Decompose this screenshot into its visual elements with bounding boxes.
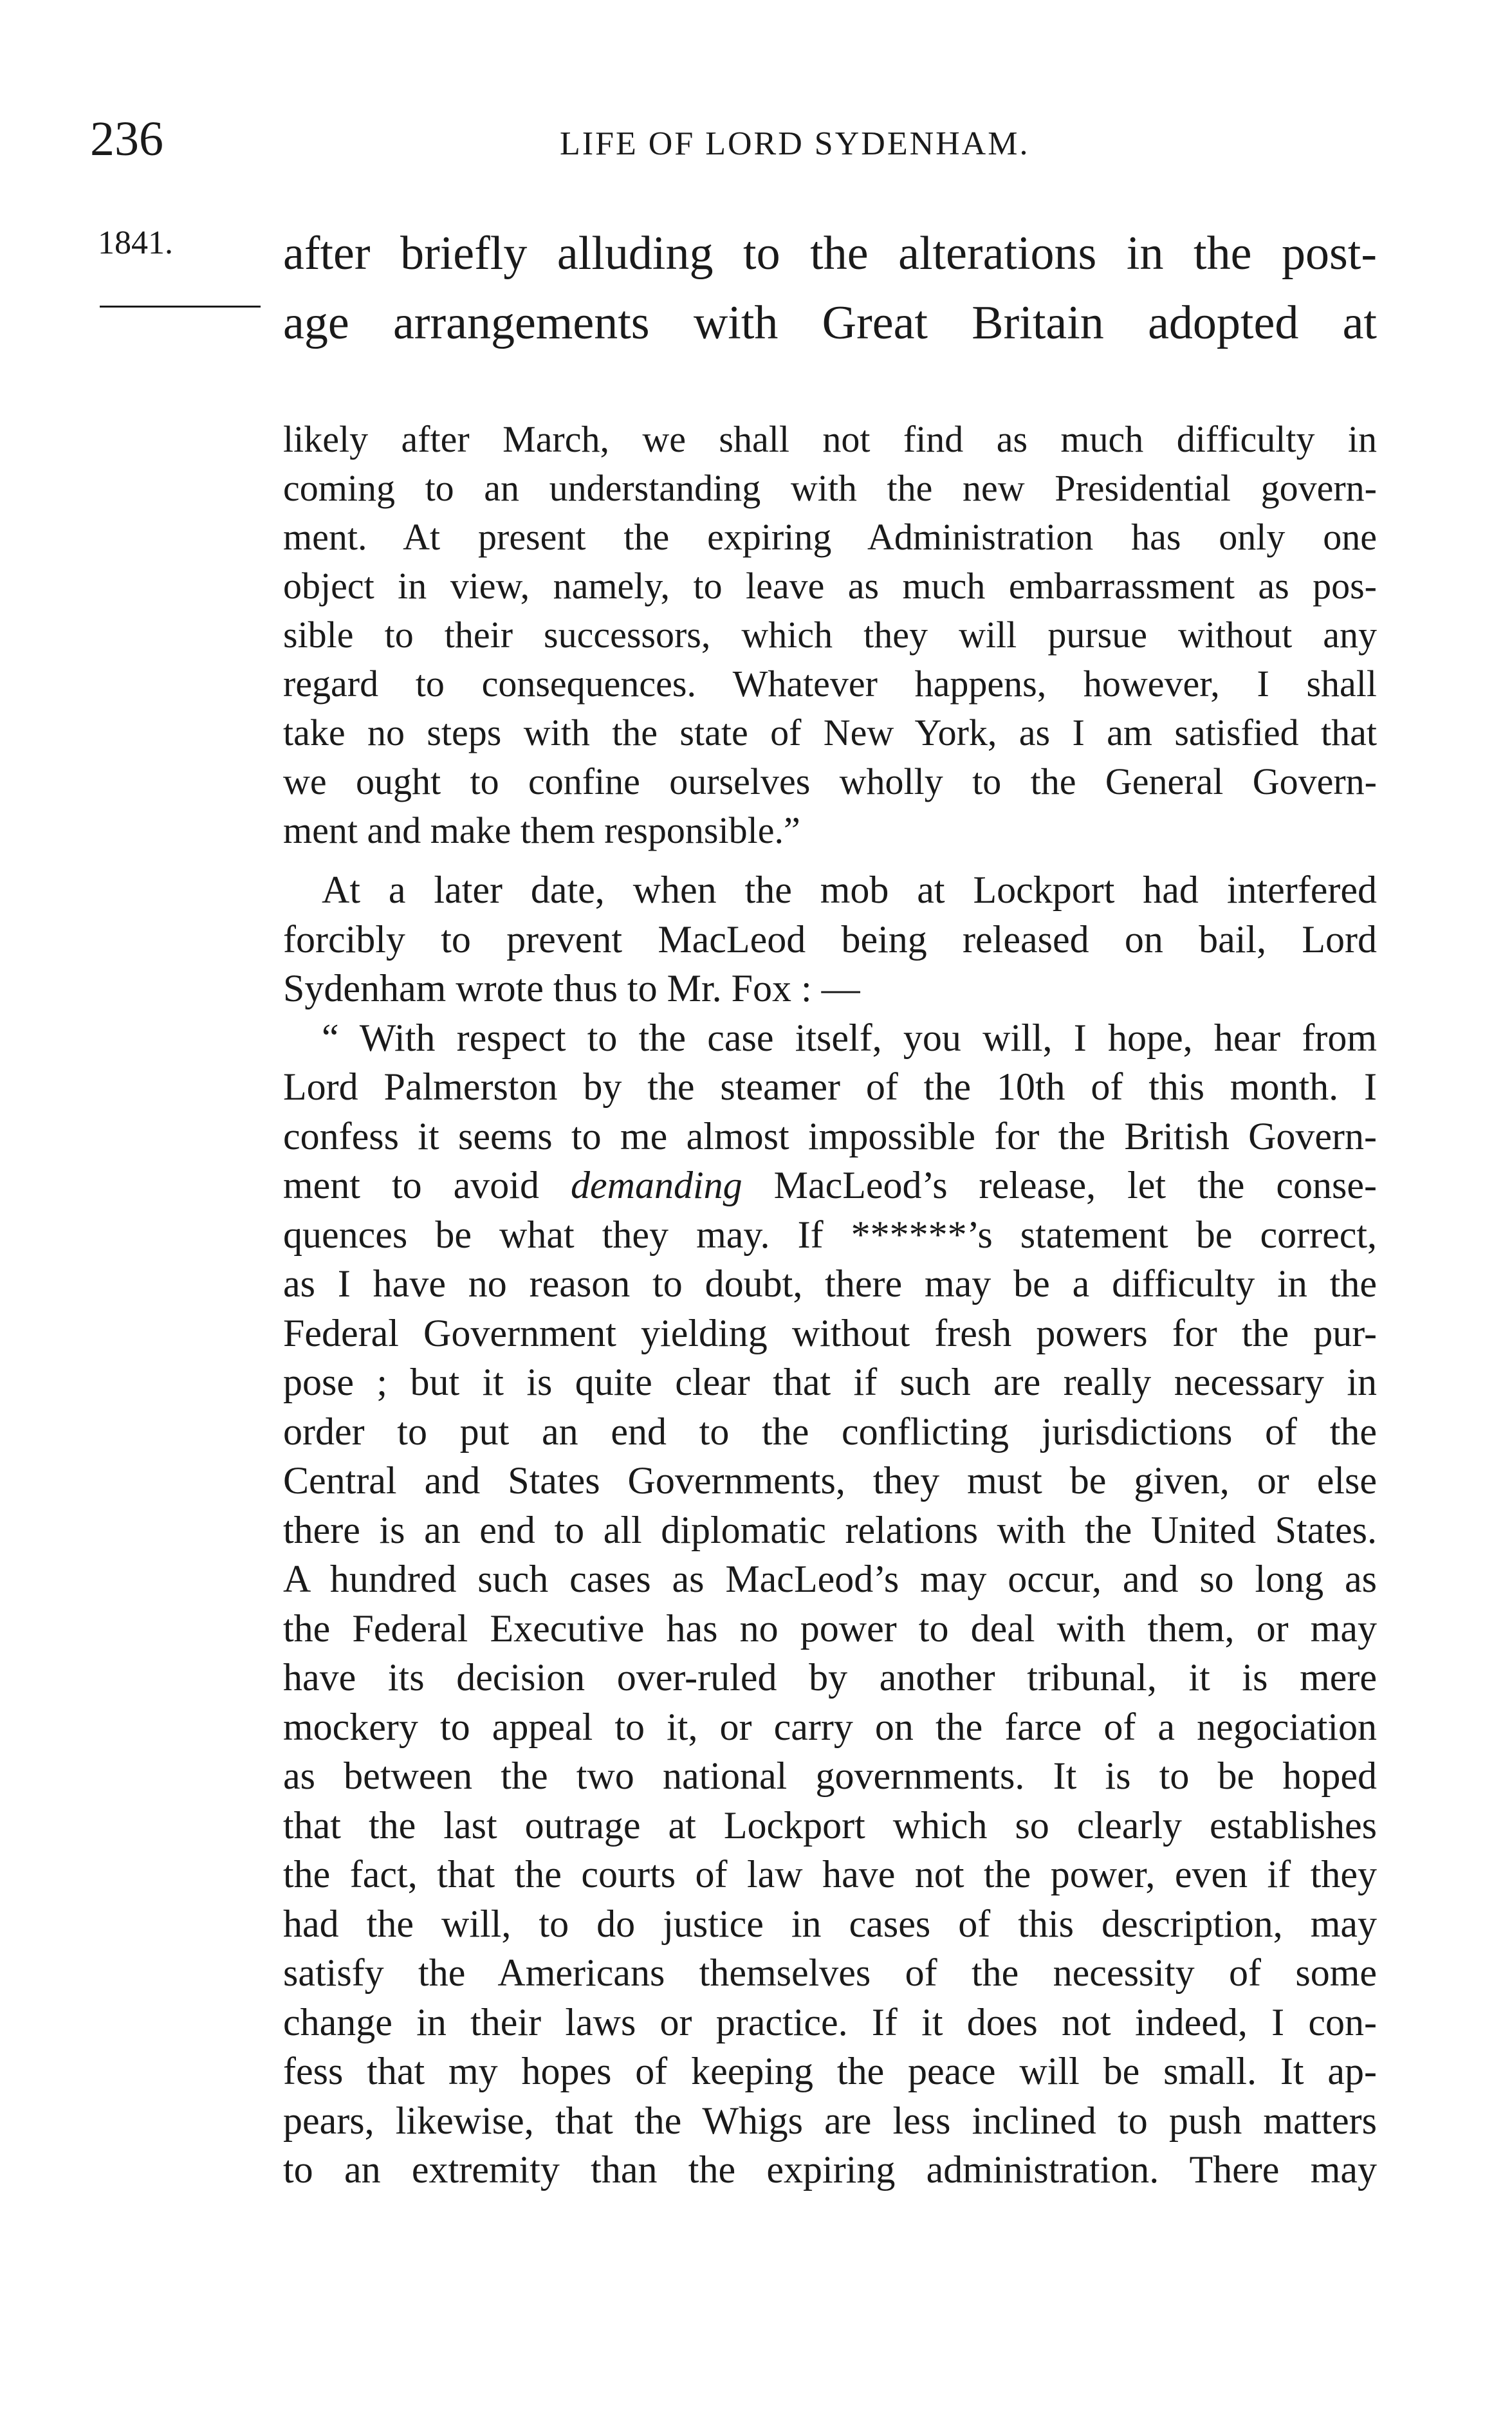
text-line: satisfy the Americans themselves of the necessity of some (283, 1951, 1377, 1994)
text-run: ment to avoid (283, 1164, 571, 1206)
text-line: forcibly to prevent MacLeod being released on bail, Lord (283, 918, 1377, 961)
text-line: At a later date, when the mob at Lockport had interfered (322, 869, 1377, 911)
text-line: order to put an end to the conflicting jurisdictions of the (283, 1410, 1377, 1453)
text-line: to an extremity than the expiring administration. There may (283, 2148, 1377, 2191)
text-line: that the last outrage at Lockport which so clearly establishes (283, 1803, 1377, 1847)
text-line: as between the two national governments. It is to be hoped (283, 1755, 1377, 1797)
text-line (283, 1161, 1377, 1210)
text-run: MacLeod’s release, let the conse- (742, 1164, 1377, 1206)
margin-year: 1841. (98, 225, 173, 261)
text-line: take no steps with the state of New York, as I am satisfied that (283, 712, 1377, 753)
text-line: change in their laws or practice. If it does not indeed, I con- (283, 2000, 1377, 2043)
text-line: “ With respect to the case itself, you will, I hope, hear from (322, 1016, 1377, 1059)
text-line: ment. At present the expiring Administration has only one (283, 516, 1377, 558)
main-body (283, 865, 1377, 2195)
text-line: pears, likewise, that the Whigs are less inclined to push matters (283, 2099, 1377, 2142)
text-line: A hundred such cases as MacLeod’s may occur, and so long as (283, 1558, 1377, 1600)
text-line: confess it seems to me almost impossible for the British Govern- (283, 1114, 1377, 1157)
text-line: ment and make them responsible.” (283, 809, 800, 851)
text-line: had the will, to do justice in cases of this description, may (283, 1902, 1377, 1945)
lead-paragraph (283, 219, 1377, 358)
text-line: there is an end to all diplomatic relations with the United States. (283, 1508, 1377, 1551)
text-line: fess that my hopes of keeping the peace will be small. It ap- (283, 2050, 1377, 2092)
text-line: object in view, namely, to leave as much embarrassment as pos- (283, 565, 1377, 607)
text-line: quences be what they may. If ******’s statement be correct, (283, 1213, 1377, 1256)
text-line: the fact, that the courts of law have not the power, even if they (283, 1853, 1377, 1895)
text-line: regard to consequences. Whatever happens, however, I shall (283, 663, 1377, 705)
text-line: the Federal Executive has no power to deal with them, or may (283, 1607, 1377, 1650)
text-line: Central and States Governments, they must be given, or else (283, 1459, 1377, 1502)
text-line: pose ; but it is quite clear that if such are really necessary in (283, 1361, 1377, 1403)
text-line: have its decision over-ruled by another tribunal, it is mere (283, 1656, 1377, 1699)
lead-line: after briefly alluding to the alterations in the post- (283, 227, 1377, 280)
emphasized-word: demanding (570, 1164, 742, 1206)
text-line: sible to their successors, which they will pursue without any (283, 614, 1377, 656)
text-line: mockery to appeal to it, or carry on the farce of a negociation (283, 1705, 1377, 1748)
quoted-letter-excerpt (283, 415, 1377, 855)
page-number: 236 (90, 112, 163, 166)
text-line: coming to an understanding with the new Presidential govern- (283, 467, 1377, 509)
lead-line: age arrangements with Great Britain adopted at (283, 297, 1377, 349)
running-title: LIFE OF LORD SYDENHAM. (560, 125, 1030, 162)
text-line: Federal Government yielding without fresh powers for the pur- (283, 1311, 1377, 1354)
text-line: Lord Palmerston by the steamer of the 10th of this month. I (283, 1065, 1377, 1108)
text-line: likely after March, we shall not find as much difficulty in (283, 418, 1377, 460)
text-line: we ought to confine ourselves wholly to the General Govern- (283, 761, 1377, 802)
text-line: as I have no reason to doubt, there may be a difficulty in the (283, 1262, 1377, 1305)
text-line: Sydenham wrote thus to Mr. Fox : — (283, 967, 860, 1010)
margin-rule (100, 306, 261, 308)
